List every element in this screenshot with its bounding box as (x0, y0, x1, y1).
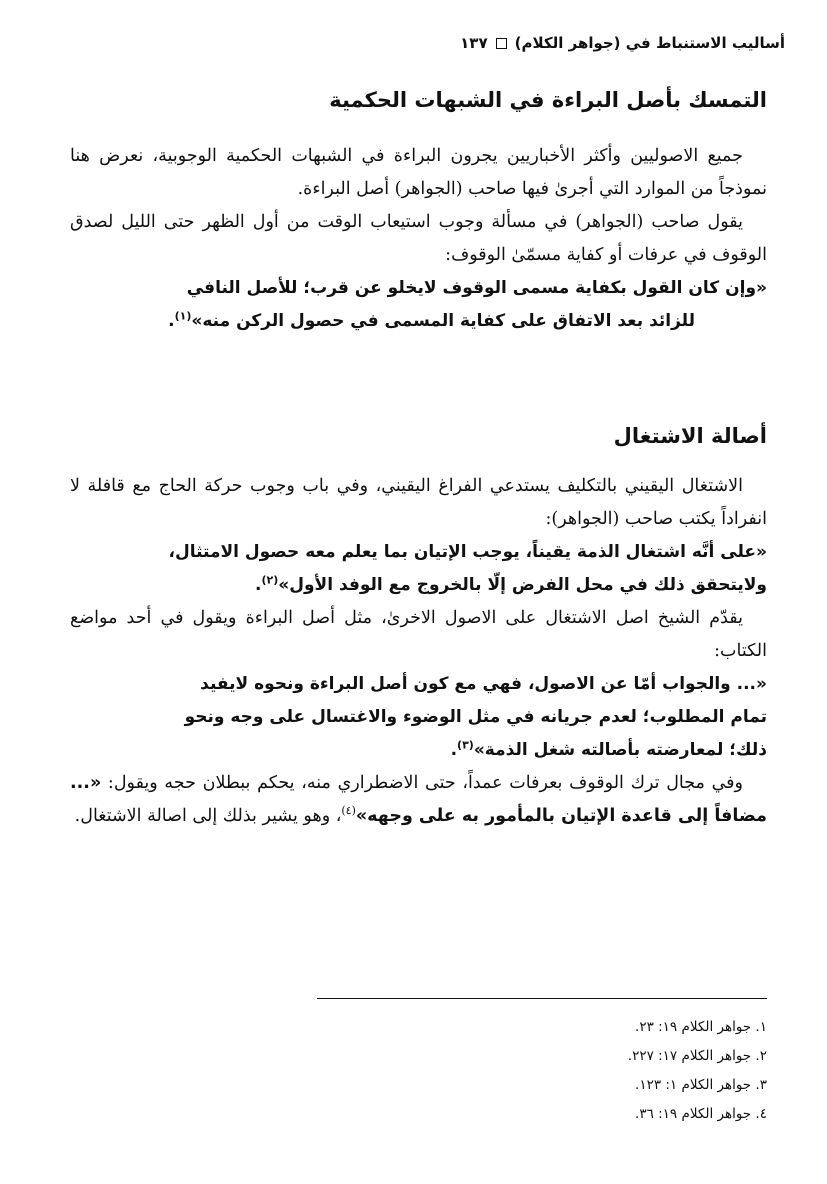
quote-line (70, 569, 767, 602)
punctuation: . (254, 575, 262, 595)
running-head-title: أساليب الاستنباط في (جواهر الكلام) (514, 34, 785, 52)
section-heading-ishtighal: أصالة الاشتغال (613, 424, 767, 448)
footnote-ref[interactable]: (٤) (341, 804, 356, 818)
running-head (70, 28, 785, 58)
page-number: ١٣٧ (460, 34, 488, 52)
quote-line: «على أنَّه اشتغال الذمة يقيناً، يوجب الإتيان بما يعلم معه حصول الامتثال، (168, 542, 767, 562)
section-baraa-body (70, 140, 767, 338)
paragraph: يقول صاحب (الجواهر) في مسألة وجوب استيعاب الوقت من أول الظهر حتى الليل لصدق الوقوف في عرفات أو كفاية مسمّىٰ الوقوف: (70, 212, 767, 265)
punctuation: . (450, 740, 458, 760)
footnote-item: ١. جواهر الكلام ١٩: ٢٣. (635, 1019, 767, 1035)
paragraph-text: وفي مجال ترك الوقوف بعرفات عمداً، حتى الاضطراري منه، يحكم ببطلان حجه ويقول: (101, 773, 743, 793)
quote-text: ولايتحقق ذلك في محل الفرض إلّا بالخروج مع الوفد الأول» (278, 575, 767, 595)
quote-line: «... والجواب أمّا عن الاصول، فهي مع كون أصل البراءة ونحوه لايفيد (200, 674, 767, 694)
footnote-ref[interactable]: (٣) (457, 738, 474, 752)
footnote-item: ٤. جواهر الكلام ١٩: ٣٦. (635, 1106, 767, 1122)
quote-line (70, 305, 767, 338)
quote-line: «وإن كان القول بكفاية مسمى الوقوف لايخلو عن قرب؛ للأصل النافي (186, 278, 767, 298)
paragraph: الاشتغال اليقيني بالتكليف يستدعي الفراغ اليقيني، وفي باب وجوب حركة الحاج مع قافلة لا انفراداً يكتب صاحب (الجواهر): (70, 476, 767, 529)
inline-quote: «... مضافاً إلى قاعدة الإتيان بالمأمور به على وجهه» (70, 773, 767, 826)
quote-text: للزائد بعد الاتفاق على كفاية المسمى في حصول الركن منه» (191, 311, 695, 331)
footnote-item: ٣. جواهر الكلام ١: ١٢٣. (635, 1077, 767, 1093)
footnote-ref[interactable]: (١) (174, 309, 192, 323)
footnotes (628, 1013, 767, 1129)
paragraph: يقدّم الشيخ اصل الاشتغال على الاصول الاخرىٰ، مثل أصل البراءة ويقول في أحد مواضع الكتاب: (70, 608, 767, 661)
paragraph-text: ، وهو يشير بذلك إلى اصالة الاشتغال. (74, 806, 342, 826)
footnote-item: ٢. جواهر الكلام ١٧: ٢٢٧. (627, 1048, 767, 1064)
punctuation: . (168, 311, 175, 331)
footnote-divider (317, 998, 767, 999)
page (70, 28, 785, 1122)
paragraph (70, 767, 767, 833)
paragraph: جميع الاصوليين وأكثر الأخباريين يجرون البراءة في الشبهات الحكمية الوجوبية، نعرض هنا نموذجاً من الموارد التي أجرىٰ فيها صاحب (الجواهر) أصل البراءة. (70, 146, 767, 199)
section-heading-baraa: التمسك بأصل البراءة في الشبهات الحكمية (329, 88, 767, 112)
quote-text: ذلك؛ لمعارضته بأصالته شغل الذمة» (473, 740, 767, 760)
quote-line (70, 734, 767, 767)
square-separator-icon (496, 38, 507, 49)
quote-line: تمام المطلوب؛ لعدم جريانه في مثل الوضوء والاغتسال على وجه ونحو (184, 707, 767, 727)
footnote-ref[interactable]: (٢) (261, 573, 279, 587)
section-ishtighal-body (70, 470, 767, 833)
